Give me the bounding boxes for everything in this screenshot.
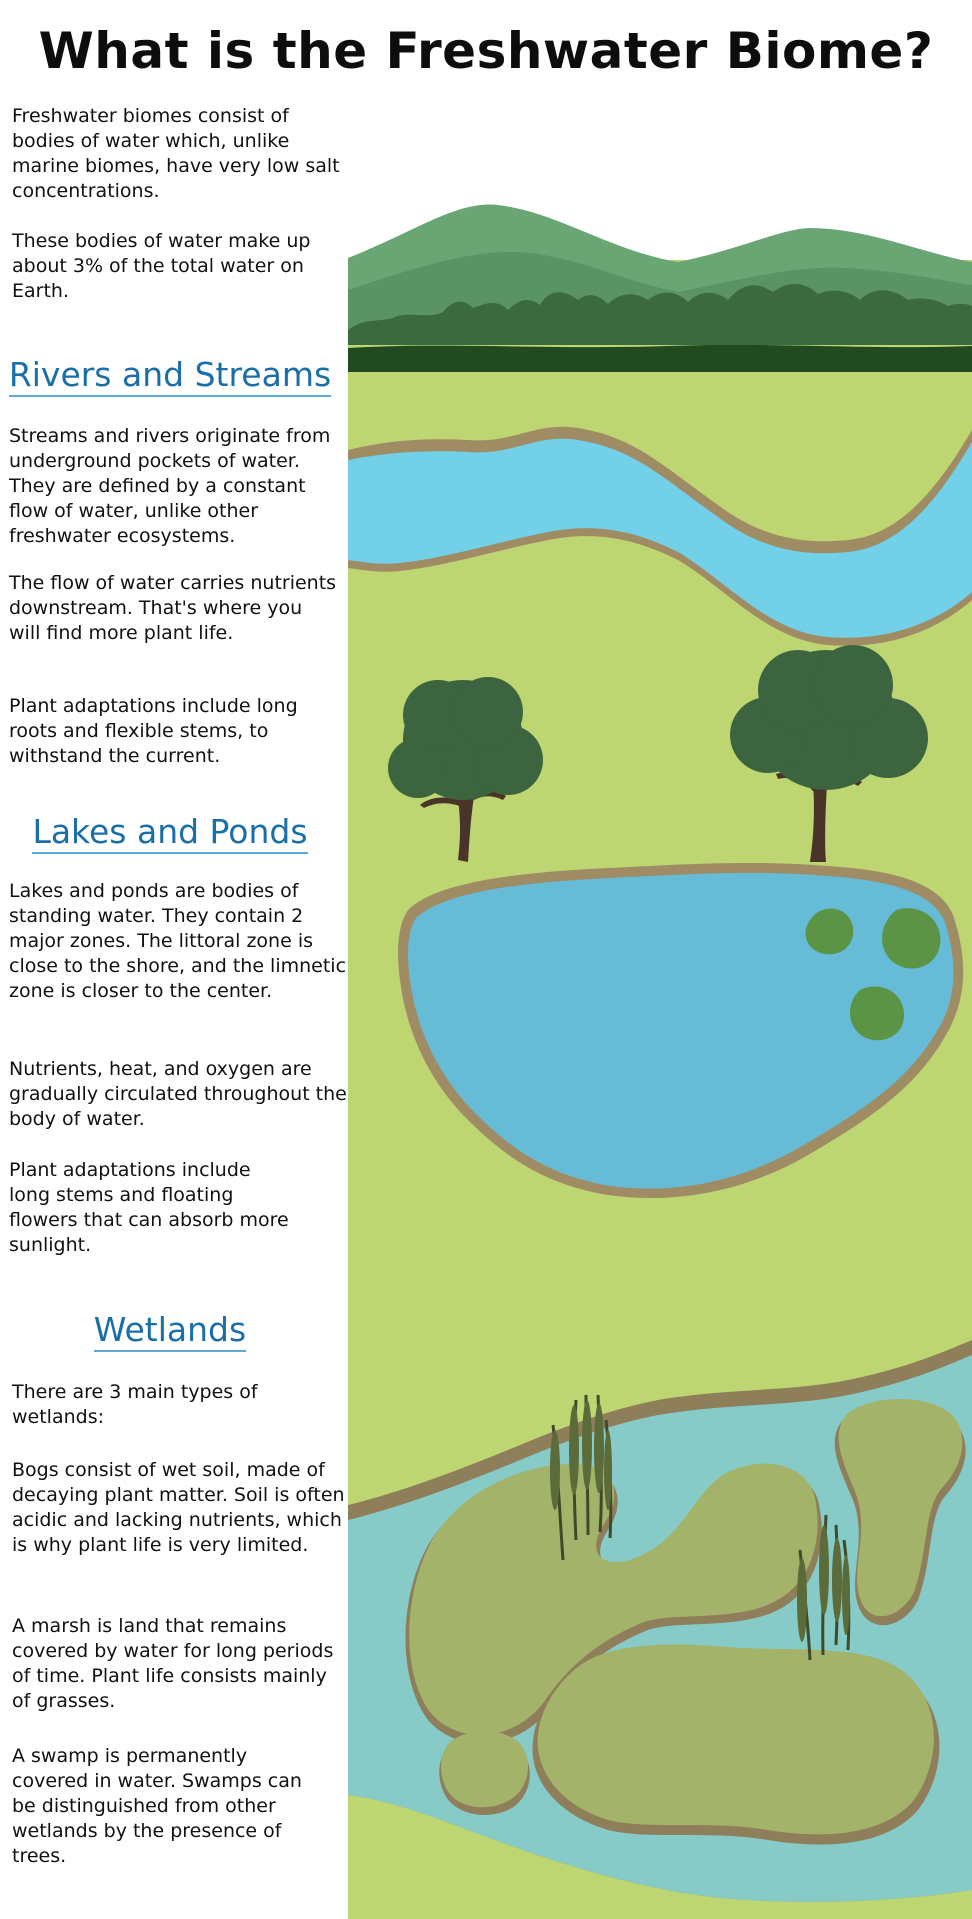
- wetlands-paragraph-1: There are 3 main types of wetlands:: [12, 1381, 258, 1428]
- lakes-heading: [0, 812, 340, 852]
- wetlands-heading: [0, 1310, 340, 1350]
- wetlands-heading-text: Wetlands: [94, 1310, 246, 1352]
- rivers-heading: [0, 355, 340, 395]
- intro-paragraph-1: Freshwater biomes consist of bodies of water which, unlike marine biomes, have very low salt concentrations.: [12, 105, 340, 202]
- bog-island-small: [439, 1731, 530, 1815]
- rivers-paragraph-3: Plant adaptations include long roots and flexible stems, to withstand the current.: [9, 695, 298, 767]
- bog-island-bottom: [532, 1645, 939, 1845]
- rivers-paragraph-2: The flow of water carries nutrients downstream. That's where you will find more plant life.: [9, 572, 337, 644]
- wetlands-paragraph-4: A swamp is permanently covered in water. Swamps can be distinguished from other wetlands by the presence of trees.: [12, 1745, 302, 1867]
- page-title: What is the Freshwater Biome?: [38, 22, 934, 80]
- lakes-paragraph-2: Nutrients, heat, and oxygen are gradually circulated throughout the body of water.: [9, 1058, 347, 1130]
- rivers-paragraph-1: Streams and rivers originate from underground pockets of water. They are defined by a constant flow of water, unlike other freshwater ecosystems.: [9, 425, 331, 547]
- rivers-heading-text: Rivers and Streams: [9, 355, 331, 397]
- dark-ground-strip: [348, 345, 972, 372]
- lakes-paragraph-3: Plant adaptations include long stems and floating flowers that can absorb more sunlight.: [9, 1159, 289, 1256]
- intro-paragraph-2: These bodies of water make up about 3% of the total water on Earth.: [12, 230, 311, 302]
- wetlands-paragraph-2: Bogs consist of wet soil, made of decaying plant matter. Soil is often acidic and lacking nutrients, which is why plant life is very limited.: [12, 1459, 345, 1556]
- lakes-heading-text: Lakes and Ponds: [32, 812, 307, 854]
- wetlands-paragraph-3: A marsh is land that remains covered by water for long periods of time. Plant life consists mainly of grasses.: [12, 1615, 334, 1712]
- lakes-paragraph-1: Lakes and ponds are bodies of standing water. They contain 2 major zones. The littoral zone is close to the shore, and the limnetic zone is closer to the center.: [9, 880, 347, 1002]
- freshwater-illustration: [348, 0, 972, 1919]
